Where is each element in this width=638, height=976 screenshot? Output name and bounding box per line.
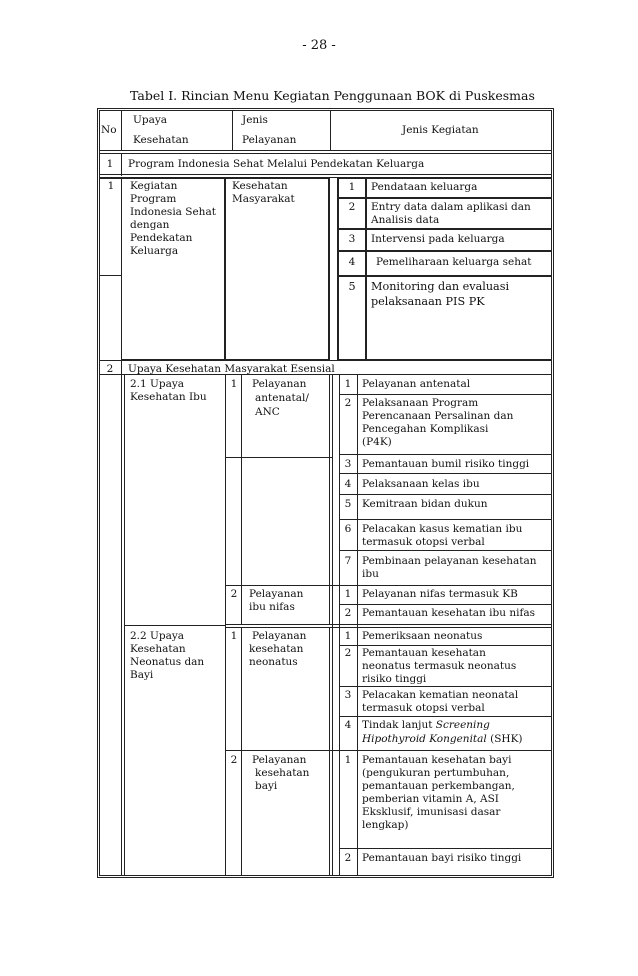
list-item: Pemantauan bumil risiko tinggi bbox=[362, 458, 530, 470]
list-item: lengkap) bbox=[362, 819, 409, 831]
list-item: Pemantauan kesehatan bbox=[362, 647, 486, 659]
list-item: ibu bbox=[362, 568, 379, 580]
section1-title: Program Indonesia Sehat Melalui Pendekatan Keluarga bbox=[128, 158, 425, 170]
list-item: termasuk otopsi verbal bbox=[362, 536, 485, 548]
section2-title: Upaya Kesehatan Masyarakat Esensial bbox=[128, 363, 335, 375]
header-no: No bbox=[101, 124, 117, 136]
list-item: Pelayanan antenatal bbox=[362, 378, 471, 390]
list-item-number: 3 bbox=[344, 458, 352, 470]
list-item-number: 2 bbox=[344, 852, 352, 864]
list-item: Pelaksanaan kelas ibu bbox=[362, 478, 480, 490]
list-item: Pembinaan pelayanan kesehatan bbox=[362, 555, 537, 567]
list-item-number: 2 bbox=[348, 201, 356, 213]
list-item-number: 1 bbox=[344, 588, 352, 600]
list-item: Monitoring dan evaluasi bbox=[371, 280, 510, 293]
list-item: Pendataan keluarga bbox=[371, 181, 478, 193]
list-item: Entry data dalam aplikasi dan bbox=[371, 201, 531, 213]
list-item: pemberian vitamin A, ASI bbox=[362, 793, 499, 805]
section1-row-number: 1 bbox=[107, 180, 115, 192]
list-item-number: 1 bbox=[348, 181, 356, 193]
header-jenis-kegiatan: Jenis Kegiatan bbox=[402, 124, 479, 136]
list-item-number: 4 bbox=[344, 719, 352, 731]
list-item: Pelaksanaan Program bbox=[362, 397, 479, 409]
list-item-number: 4 bbox=[348, 256, 356, 268]
list-item-number: 1 bbox=[344, 630, 352, 642]
pelayanan-nifas-number: 2 bbox=[230, 588, 238, 600]
list-item: Pelayanan nifas termasuk KB bbox=[362, 588, 518, 600]
list-item-number: 6 bbox=[344, 523, 352, 535]
list-item: Pemantauan kesehatan bayi bbox=[362, 754, 512, 766]
list-item-number: 2 bbox=[344, 397, 352, 409]
list-item: Pemeriksaan neonatus bbox=[362, 630, 483, 642]
list-item-number: 3 bbox=[348, 233, 356, 245]
page-number: - 28 - bbox=[302, 38, 336, 53]
list-item: risiko tinggi bbox=[362, 673, 427, 685]
list-item-number: 2 bbox=[344, 607, 352, 619]
list-item: Analisis data bbox=[371, 214, 440, 226]
header-jenis-line2: Pelayanan bbox=[242, 134, 297, 146]
list-item: pemantauan perkembangan, bbox=[362, 780, 515, 792]
list-item: Pelacakan kematian neonatal bbox=[362, 689, 519, 701]
list-item-number: 7 bbox=[344, 555, 352, 567]
list-item-number: 5 bbox=[344, 498, 352, 510]
list-item: Pencegahan Komplikasi bbox=[362, 423, 489, 435]
list-item: neonatus termasuk neonatus bbox=[362, 660, 517, 672]
section2-number: 2 bbox=[106, 363, 114, 375]
list-item: pelaksanaan PIS PK bbox=[371, 295, 485, 308]
list-item: Pelacakan kasus kematian ibu bbox=[362, 523, 523, 535]
list-item: Hipothyroid Kongenital (SHK) bbox=[362, 733, 523, 745]
list-item: Pemantauan kesehatan ibu nifas bbox=[362, 607, 536, 619]
section1-number: 1 bbox=[106, 158, 114, 170]
list-item: Perencanaan Persalinan dan bbox=[362, 410, 514, 422]
list-item-number: 1 bbox=[344, 754, 352, 766]
list-item: Intervensi pada keluarga bbox=[371, 233, 505, 245]
list-item-number: 4 bbox=[344, 478, 352, 490]
list-item: termasuk otopsi verbal bbox=[362, 702, 485, 714]
table-caption: Tabel I. Rincian Menu Kegiatan Penggunaan BOK di Puskesmas bbox=[130, 88, 535, 103]
pelayanan-anc-number: 1 bbox=[230, 378, 238, 390]
list-item: Pemantauan bayi risiko tinggi bbox=[362, 852, 522, 864]
header-jenis-line1: Jenis bbox=[242, 114, 268, 126]
list-item-number: 1 bbox=[344, 378, 352, 390]
list-item-number: 2 bbox=[344, 647, 352, 659]
header-upaya-line2: Kesehatan bbox=[133, 134, 189, 146]
pelayanan-bayi-number: 2 bbox=[230, 754, 238, 766]
list-item: (pengukuran pertumbuhan, bbox=[362, 767, 510, 779]
pelayanan-neonatus-number: 1 bbox=[230, 630, 238, 642]
list-item: Tindak lanjut Screening bbox=[362, 719, 490, 731]
list-item-number: 5 bbox=[348, 280, 356, 293]
list-item: (P4K) bbox=[362, 436, 392, 448]
list-item-number: 3 bbox=[344, 689, 352, 701]
list-item: Eksklusif, imunisasi dasar bbox=[362, 806, 501, 818]
list-item: Pemeliharaan keluarga sehat bbox=[376, 256, 532, 268]
header-upaya-line1: Upaya bbox=[133, 114, 168, 126]
list-item: Kemitraan bidan dukun bbox=[362, 498, 488, 510]
